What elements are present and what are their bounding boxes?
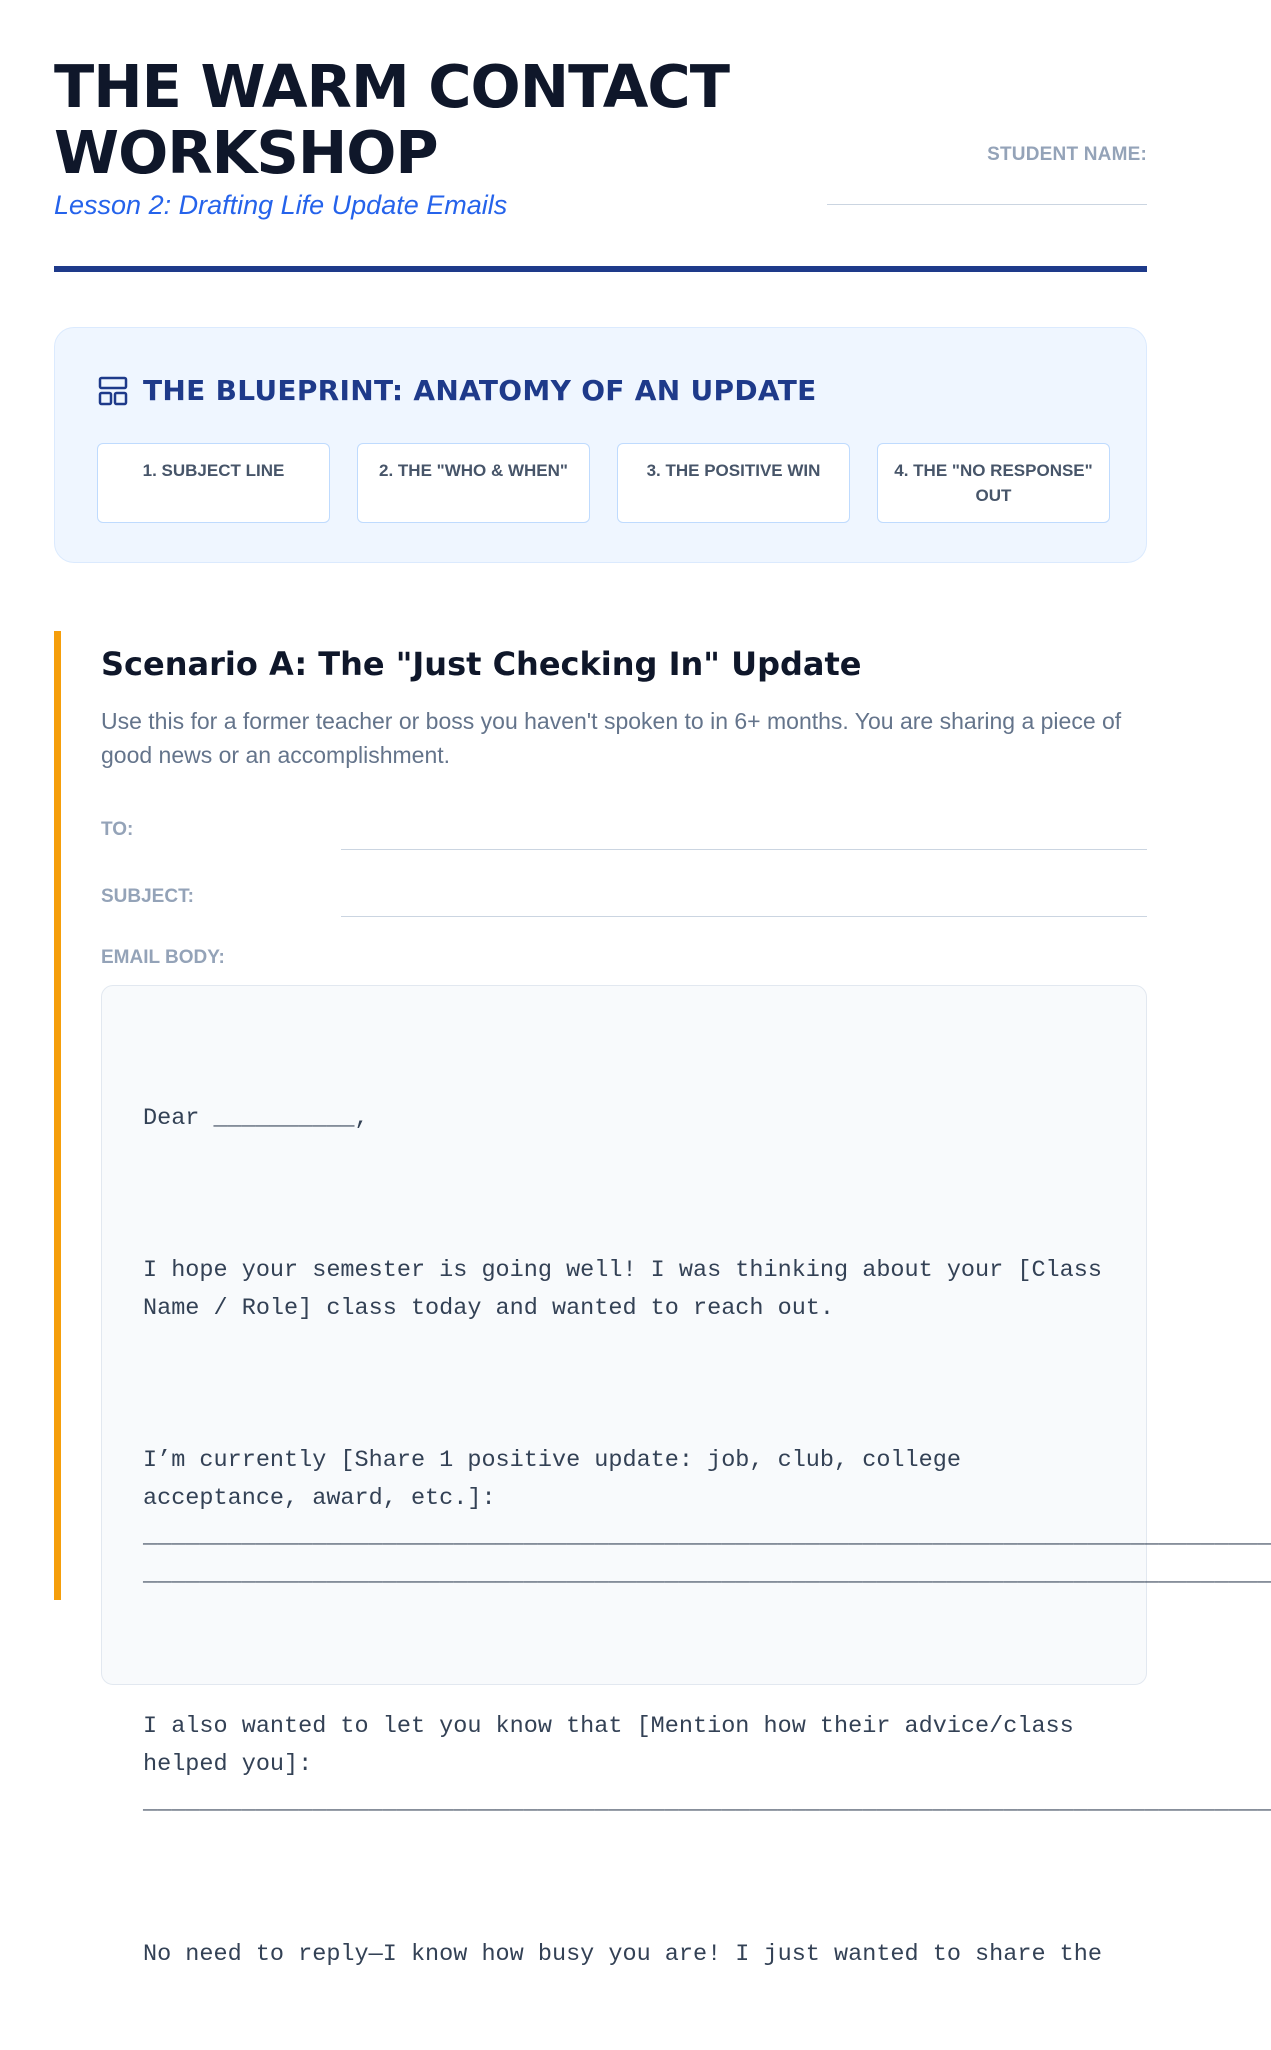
to-field[interactable] [341,849,1147,850]
blueprint-step-who-and-when: 2. THE "WHO & WHEN" [357,443,590,523]
title-line-2: WORKSHOP [54,118,438,187]
email-blank-line[interactable]: ________________________________________________________________________________ [143,1561,1271,1588]
title-line-1: THE WARM CONTACT [54,52,729,121]
blueprint-steps [97,443,1110,523]
email-line: I’m currently [Share 1 positive update: job, club, college [143,1447,961,1474]
email-template [143,1024,1271,2050]
email-line: helped you]: [143,1751,313,1778]
header-divider [54,266,1147,272]
blueprint-step-no-response-out: 4. THE "NO RESPONSE" OUT [877,443,1110,523]
email-blank-line[interactable]: ________________________________________________________________________________ [143,1523,1271,1550]
worksheet-header [54,54,1147,274]
student-name-label: STUDENT NAME: [987,144,1147,165]
scenario-title: Scenario A: The "Just Checking In" Update [101,645,862,683]
blueprint-header [97,374,817,407]
email-line: I also wanted to let you know that [Mention how their advice/class [143,1713,1074,1740]
blueprint-panel [54,327,1147,563]
email-line: Name / Role] class today and wanted to reach out. [143,1295,835,1322]
blueprint-step-subject-line: 1. SUBJECT LINE [97,443,330,523]
email-paragraph-1 [143,1252,1243,1328]
email-paragraph-4 [143,1936,1243,1974]
lesson-subtitle: Lesson 2: Drafting Life Update Emails [54,190,508,220]
email-paragraph-3 [143,1708,1271,1822]
email-blank-line[interactable]: ________________________________________________________________________________ [143,1789,1271,1816]
email-greeting: Dear __________, [143,1105,369,1132]
email-line: No need to reply—I know how busy you are! I just wanted to share the [143,1941,1102,1968]
email-paragraph-2 [143,1442,1271,1594]
scenario-a-section [54,631,1271,1968]
email-line: acceptance, award, etc.]: [143,1485,496,1512]
to-label: TO: [101,819,134,840]
blueprint-step-positive-win: 3. THE POSITIVE WIN [617,443,850,523]
email-body-box[interactable] [101,985,1271,1968]
email-body-label: EMAIL BODY: [101,947,225,968]
page-title [54,54,774,186]
subject-field[interactable] [341,916,1147,917]
blueprint-title: THE BLUEPRINT: ANATOMY OF AN UPDATE [143,374,817,407]
layout-template-icon [97,375,129,407]
student-name-field[interactable] [827,204,1147,205]
subject-label: SUBJECT: [101,886,194,907]
email-line: I hope your semester is going well! I was thinking about your [Class [143,1257,1102,1284]
student-name-block [827,144,1147,205]
scenario-accent-bar [54,631,61,1600]
scenario-description: Use this for a former teacher or boss you haven't spoken to in 6+ months. You are sharing a piece of good news or an accomplishment. [101,708,1122,768]
